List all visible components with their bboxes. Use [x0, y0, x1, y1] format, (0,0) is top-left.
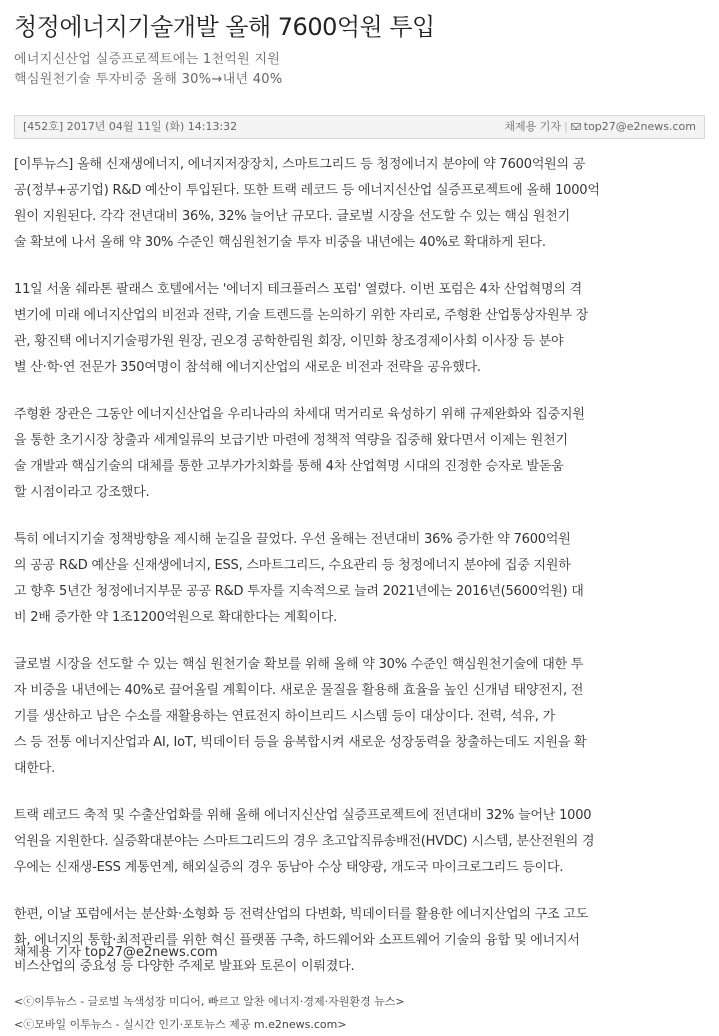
paragraph-line: 의 공공 R&D 예산을 신재생에너지, ESS, 스마트그리드, 수요관리 등 청정에너지 분야에 집중 지원하: [14, 558, 571, 573]
article-byline: 채제용 기자 top27@e2news.com: [14, 945, 218, 960]
article-paragraph-4: [14, 527, 705, 631]
paragraph-line: 화, 에너지의 통합·최적관리를 위한 혁신 플랫폼 구축, 하드웨어와 소프트웨어 기술의 융합 및 에너지서: [14, 933, 580, 948]
paragraph-line: 할 시점이라고 강조했다.: [14, 485, 150, 500]
paragraph-line: 별 산·학·연 전문가 350여명이 참석해 에너지산업의 새로운 비전과 전략을 공유했다.: [14, 360, 481, 375]
paragraph-line: 술 확보에 나서 올해 약 30% 수준인 핵심원천기술 투자 비중을 내년에는 40%로 확대하게 된다.: [14, 235, 546, 250]
paragraph-line: 비스산업의 중요성 등 다양한 주제로 발표와 토론이 이뤄졌다.: [14, 959, 355, 974]
paragraph-line: 글로벌 시장을 선도할 수 있는 핵심 원천기술 확보를 위해 올해 약 30% 수준인 핵심원천기술에 대한 투: [14, 657, 584, 672]
meta-reporter: [504, 116, 696, 138]
subhead-1: 에너지신산업 실증프로젝트에는 1천억원 지원: [14, 52, 281, 67]
copyright-line-mobile: <ⓒ모바일 이투뉴스 - 실시간 인기·포토뉴스 제공 m.e2news.com>: [14, 1018, 347, 1031]
subhead-2: 핵심원천기술 투자비중 올해 30%→내년 40%: [14, 72, 283, 87]
paragraph-line: 비 2배 증가한 약 1조1200억원으로 확대한다는 계획이다.: [14, 610, 338, 625]
reporter-email-link[interactable]: top27@e2news.com: [583, 120, 696, 133]
article-body: [14, 152, 705, 1001]
copyright-footer: [14, 990, 405, 1036]
article-subheads: [14, 50, 283, 90]
paragraph-line: 스 등 전통 에너지산업과 AI, IoT, 빅데이터 등을 융복합시켜 새로운 성장동력을 창출하는데도 지원을 확: [14, 735, 587, 750]
article-meta-bar: [14, 115, 705, 139]
paragraph-line: 한편, 이날 포럼에서는 분산화·소형화 등 전력산업의 다변화, 빅데이터를 활용한 에너지산업의 구조 고도: [14, 907, 589, 922]
article-headline: 청정에너지기술개발 올해 7600억원 투입: [14, 13, 435, 41]
paragraph-line: 공(정부+공기업) R&D 예산이 투입된다. 또한 트랙 레코드 등 에너지신산업 실증프로젝트에 올해 1000억: [14, 183, 600, 198]
article-paragraph-5: [14, 652, 705, 782]
paragraph-line: 술 개발과 핵심기술의 대체를 통한 고부가가치화를 통해 4차 산업혁명 시대의 진정한 승자로 발돋움: [14, 459, 564, 474]
paragraph-line: 자 비중을 내년에는 40%로 끌어올릴 계획이다. 새로운 물질을 활용해 효율을 높인 신개념 태양전지, 전: [14, 683, 584, 698]
paragraph-line: 11일 서울 쉐라톤 팔래스 호텔에서는 '에너지 테크플러스 포럼' 열렸다. 이번 포럼은 4차 산업혁명의 격: [14, 282, 582, 297]
article-paragraph-1: [14, 152, 705, 256]
article-paragraph-7: [14, 902, 705, 980]
copyright-line: <ⓒ이투뉴스 - 글로벌 녹색성장 미디어, 빠르고 알찬 에너지·경제·자원환경 뉴스>: [14, 995, 405, 1008]
meta-separator: |: [564, 120, 568, 133]
paragraph-line: 원이 지원된다. 각각 전년대비 36%, 32% 늘어난 규모다. 글로벌 시장을 선도할 수 있는 핵심 원천기: [14, 209, 570, 224]
paragraph-line: 트랙 레코드 축적 및 수출산업화를 위해 올해 에너지신산업 실증프로젝트에 전년대비 32% 늘어난 1000: [14, 808, 592, 823]
paragraph-line: 기를 생산하고 남은 수소를 재활용하는 연료전지 하이브리드 시스템 등이 대상이다. 전력, 석유, 가: [14, 709, 555, 724]
paragraph-line: 억원을 지원한다. 실증확대분야는 스마트그리드의 경우 초고압직류송배전(HVDC) 시스템, 분산전원의 경: [14, 834, 595, 849]
paragraph-line: 관, 황진택 에너지기술평가원 원장, 권오경 공학한림원 회장, 이민화 창조경제이사회 이사장 등 분야: [14, 334, 564, 349]
paragraph-line: 우에는 신재생-ESS 계통연계, 해외실증의 경우 동남아 수상 태양광, 개도국 마이크로그리드 등이다.: [14, 860, 564, 875]
mail-icon: [571, 123, 581, 130]
meta-issue-date: [23, 116, 237, 138]
paragraph-line: 변기에 미래 에너지산업의 비전과 전략, 기술 트렌드를 논의하기 위한 자리로, 주형환 산업통상자원부 장: [14, 308, 589, 323]
paragraph-line: 을 통한 초기시장 창출과 세계일류의 보급기반 마련에 정책적 역량을 집중해 왔다면서 이제는 원천기: [14, 433, 568, 448]
issue-number: [452호]: [23, 120, 64, 133]
paragraph-line: 고 향후 5년간 청정에너지부문 공공 R&D 투자를 지속적으로 늘려 2021년에는 2016년(5600억원) 대: [14, 584, 584, 599]
paragraph-line: [이투뉴스] 올해 신재생에너지, 에너지저장장치, 스마트그리드 등 청정에너지 분야에 약 7600억원의 공: [14, 157, 586, 172]
paragraph-line: 주형환 장관은 그동안 에너지신산업을 우리나라의 차세대 먹거리로 육성하기 위해 규제완화와 집중지원: [14, 407, 585, 422]
paragraph-line: 특히 에너지기술 정책방향을 제시해 눈길을 끌었다. 우선 올해는 전년대비 36% 증가한 약 7600억원: [14, 532, 571, 547]
article-paragraph-2: [14, 277, 705, 381]
article-paragraph-6: [14, 803, 705, 881]
publish-datetime: 2017년 04월 11일 (화) 14:13:32: [66, 120, 238, 133]
paragraph-line: 대한다.: [14, 761, 56, 776]
reporter-name: 채제용 기자: [504, 120, 562, 133]
article-paragraph-3: [14, 402, 705, 506]
